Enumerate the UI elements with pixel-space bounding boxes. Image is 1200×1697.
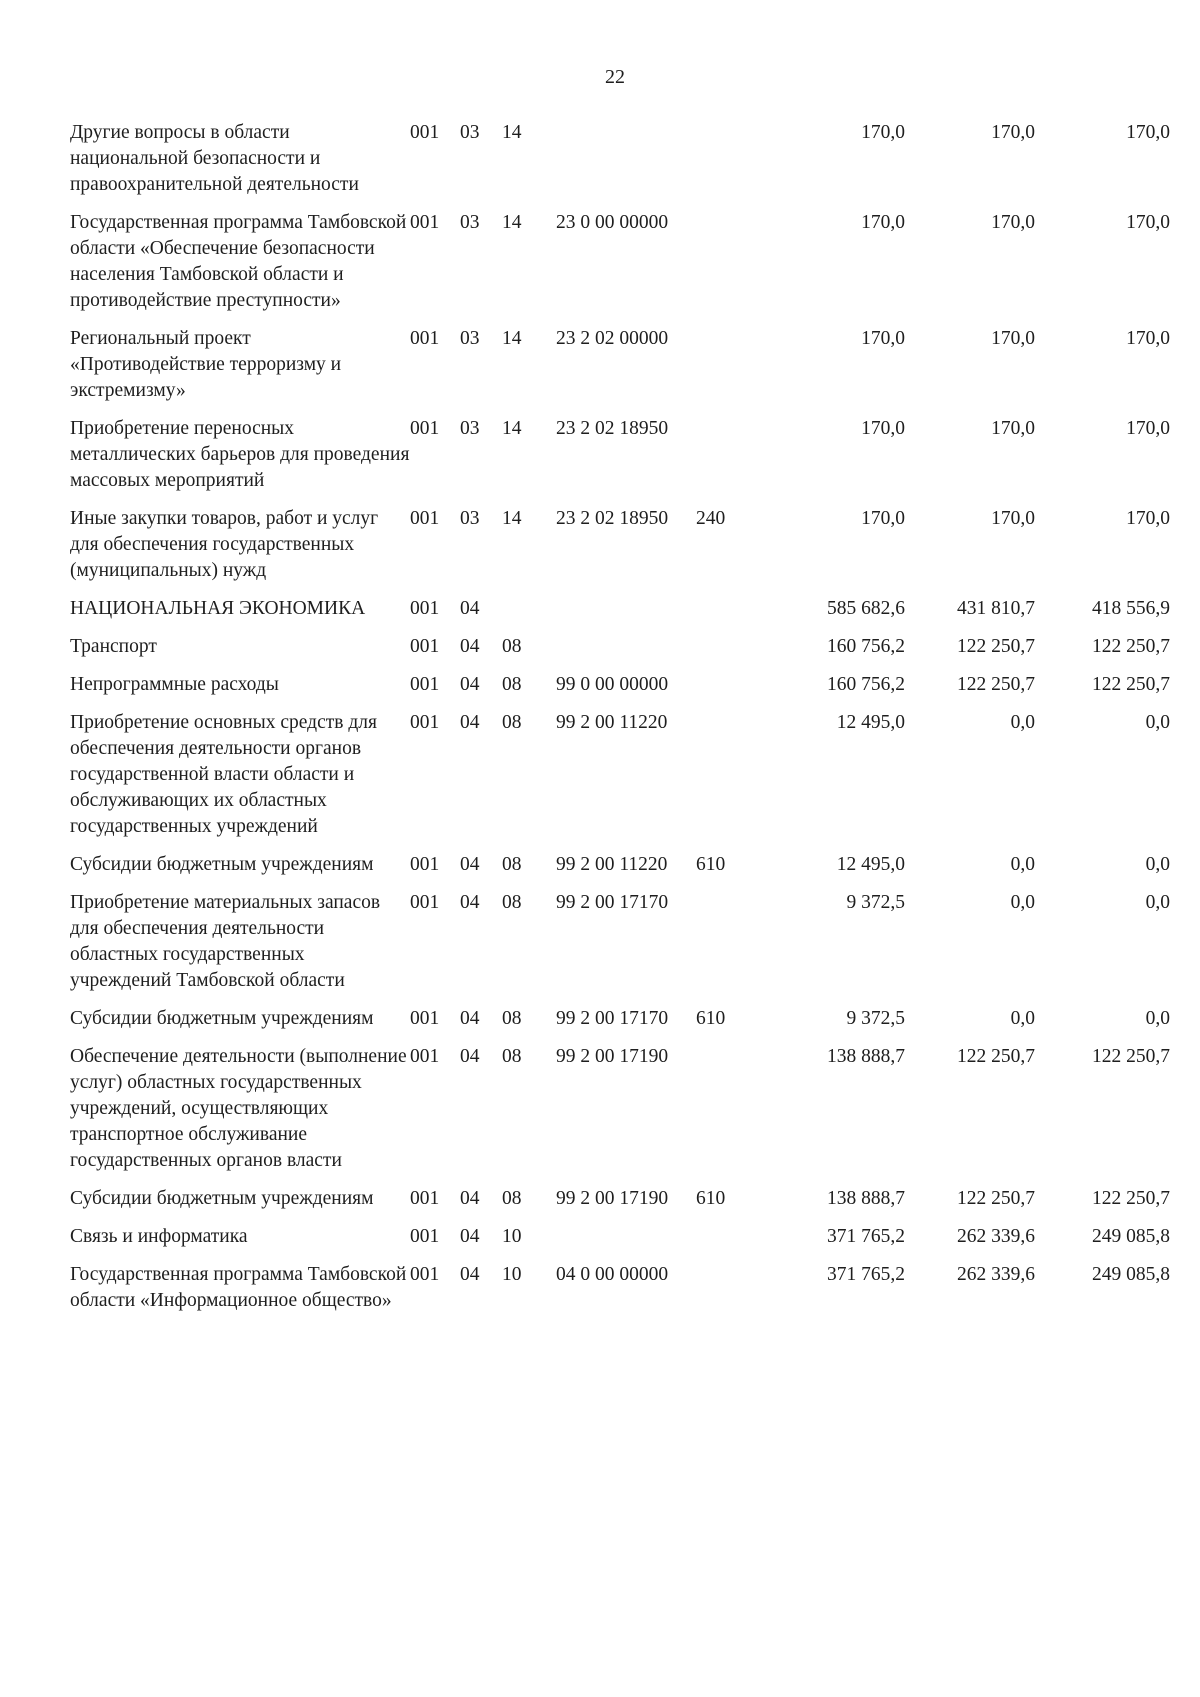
ministry-code: 001 bbox=[410, 1046, 440, 1067]
section-code: 04 bbox=[460, 1046, 480, 1067]
ministry-code: 001 bbox=[410, 1226, 440, 1247]
amount-year-2: 170,0 bbox=[991, 328, 1035, 349]
target-article-code: 99 0 00 00000 bbox=[556, 674, 669, 695]
table-row bbox=[70, 998, 1170, 1036]
expense-type-code bbox=[696, 702, 770, 844]
expense-type-code: 610 bbox=[696, 854, 726, 875]
target-article-code: 23 2 02 18950 bbox=[556, 418, 669, 439]
amount-year-2: 0,0 bbox=[1010, 892, 1035, 913]
expense-name: Субсидии бюджетным учреждениям bbox=[70, 1008, 374, 1029]
amount-year-2: 122 250,7 bbox=[957, 1188, 1035, 1209]
amount-year-3: 122 250,7 bbox=[1092, 636, 1170, 657]
target-article-code: 04 0 00 00000 bbox=[556, 1264, 669, 1285]
target-article-code: 99 2 00 17170 bbox=[556, 892, 669, 913]
expense-type-code bbox=[696, 588, 770, 626]
expense-type-code: 240 bbox=[696, 508, 726, 529]
subsection-code: 08 bbox=[502, 1188, 522, 1209]
amount-year-3: 249 085,8 bbox=[1092, 1226, 1170, 1247]
amount-year-3: 170,0 bbox=[1126, 328, 1170, 349]
expense-type-code bbox=[696, 882, 770, 998]
target-article-code bbox=[556, 626, 696, 664]
amount-year-1: 371 765,2 bbox=[827, 1226, 905, 1247]
target-article-code: 99 2 00 11220 bbox=[556, 854, 668, 875]
ministry-code: 001 bbox=[410, 892, 440, 913]
amount-year-1: 170,0 bbox=[861, 212, 905, 233]
amount-year-2: 0,0 bbox=[1010, 854, 1035, 875]
expense-name: Государственная программа Тамбовской области «Информационное общество» bbox=[70, 1264, 407, 1311]
expense-name: Субсидии бюджетным учреждениям bbox=[70, 1188, 374, 1209]
ministry-code: 001 bbox=[410, 598, 440, 619]
table-body bbox=[70, 120, 1170, 1318]
subsection-code: 08 bbox=[502, 1008, 522, 1029]
ministry-code: 001 bbox=[410, 1188, 440, 1209]
expense-name: Приобретение материальных запасов для обеспечения деятельности областных государственных учреждений Тамбовской области bbox=[70, 892, 381, 991]
section-code: 04 bbox=[460, 1008, 480, 1029]
amount-year-2: 122 250,7 bbox=[957, 636, 1035, 657]
table-row bbox=[70, 1036, 1170, 1178]
expense-name: НАЦИОНАЛЬНАЯ ЭКОНОМИКА bbox=[70, 598, 366, 619]
section-code: 04 bbox=[460, 712, 480, 733]
amount-year-3: 170,0 bbox=[1126, 418, 1170, 439]
subsection-code: 08 bbox=[502, 854, 522, 875]
expense-type-code bbox=[696, 664, 770, 702]
amount-year-1: 170,0 bbox=[861, 122, 905, 143]
table-row bbox=[70, 882, 1170, 998]
target-article-code bbox=[556, 120, 696, 202]
amount-year-3: 122 250,7 bbox=[1092, 674, 1170, 695]
subsection-code bbox=[502, 588, 556, 626]
amount-year-2: 262 339,6 bbox=[957, 1264, 1035, 1285]
amount-year-3: 170,0 bbox=[1126, 212, 1170, 233]
table-row bbox=[70, 202, 1170, 318]
amount-year-3: 0,0 bbox=[1145, 712, 1170, 733]
ministry-code: 001 bbox=[410, 636, 440, 657]
table-row bbox=[70, 664, 1170, 702]
amount-year-1: 160 756,2 bbox=[827, 674, 905, 695]
ministry-code: 001 bbox=[410, 328, 440, 349]
subsection-code: 14 bbox=[502, 328, 522, 349]
amount-year-2: 170,0 bbox=[991, 418, 1035, 439]
amount-year-1: 170,0 bbox=[861, 508, 905, 529]
amount-year-1: 170,0 bbox=[861, 418, 905, 439]
expense-name: Непрограммные расходы bbox=[70, 674, 279, 695]
table-row bbox=[70, 626, 1170, 664]
page-number: 22 bbox=[605, 66, 625, 88]
ministry-code: 001 bbox=[410, 674, 440, 695]
subsection-code: 08 bbox=[502, 674, 522, 695]
ministry-code: 001 bbox=[410, 122, 440, 143]
expense-type-code bbox=[696, 120, 770, 202]
ministry-code: 001 bbox=[410, 854, 440, 875]
amount-year-1: 138 888,7 bbox=[827, 1046, 905, 1067]
ministry-code: 001 bbox=[410, 418, 440, 439]
expense-name: Обеспечение деятельности (выполнение услуг) областных государственных учреждений, осуществляющих транспортное обслуживание государственных органов власти bbox=[70, 1046, 407, 1171]
section-code: 03 bbox=[460, 328, 480, 349]
expense-name: Другие вопросы в области национальной безопасности и правоохранительной деятельности bbox=[70, 122, 359, 195]
amount-year-3: 170,0 bbox=[1126, 122, 1170, 143]
section-code: 03 bbox=[460, 122, 480, 143]
ministry-code: 001 bbox=[410, 1008, 440, 1029]
section-code: 04 bbox=[460, 1264, 480, 1285]
expense-type-code bbox=[696, 318, 770, 408]
amount-year-1: 371 765,2 bbox=[827, 1264, 905, 1285]
expense-type-code bbox=[696, 1036, 770, 1178]
expense-type-code bbox=[696, 1216, 770, 1254]
amount-year-1: 12 495,0 bbox=[836, 712, 905, 733]
amount-year-3: 122 250,7 bbox=[1092, 1046, 1170, 1067]
expense-name: Государственная программа Тамбовской области «Обеспечение безопасности населения Тамбовской области и противодействие преступности» bbox=[70, 212, 407, 311]
table-row bbox=[70, 318, 1170, 408]
table-row bbox=[70, 1254, 1170, 1318]
expense-type-code bbox=[696, 1254, 770, 1318]
ministry-code: 001 bbox=[410, 1264, 440, 1285]
table-row bbox=[70, 408, 1170, 498]
subsection-code: 10 bbox=[502, 1264, 522, 1285]
expense-type-code bbox=[696, 626, 770, 664]
section-code: 03 bbox=[460, 212, 480, 233]
amount-year-1: 12 495,0 bbox=[836, 854, 905, 875]
table-row bbox=[70, 588, 1170, 626]
section-code: 04 bbox=[460, 892, 480, 913]
subsection-code: 08 bbox=[502, 892, 522, 913]
subsection-code: 14 bbox=[502, 508, 522, 529]
table-row bbox=[70, 1216, 1170, 1254]
amount-year-1: 160 756,2 bbox=[827, 636, 905, 657]
ministry-code: 001 bbox=[410, 508, 440, 529]
target-article-code bbox=[556, 588, 696, 626]
subsection-code: 14 bbox=[502, 418, 522, 439]
expense-name: Иные закупки товаров, работ и услуг для обеспечения государственных (муниципальных) нужд bbox=[70, 508, 379, 581]
section-code: 03 bbox=[460, 418, 480, 439]
budget-table bbox=[70, 120, 1170, 1318]
amount-year-1: 170,0 bbox=[861, 328, 905, 349]
amount-year-2: 122 250,7 bbox=[957, 674, 1035, 695]
amount-year-3: 0,0 bbox=[1145, 1008, 1170, 1029]
expense-name: Связь и информатика bbox=[70, 1226, 248, 1247]
amount-year-2: 170,0 bbox=[991, 508, 1035, 529]
amount-year-1: 585 682,6 bbox=[827, 598, 905, 619]
section-code: 04 bbox=[460, 674, 480, 695]
amount-year-2: 262 339,6 bbox=[957, 1226, 1035, 1247]
section-code: 03 bbox=[460, 508, 480, 529]
target-article-code: 99 2 00 17190 bbox=[556, 1188, 669, 1209]
table-row bbox=[70, 844, 1170, 882]
section-code: 04 bbox=[460, 1226, 480, 1247]
amount-year-2: 0,0 bbox=[1010, 712, 1035, 733]
expense-type-code bbox=[696, 408, 770, 498]
amount-year-3: 122 250,7 bbox=[1092, 1188, 1170, 1209]
expense-name: Приобретение переносных металлических барьеров для проведения массовых мероприятий bbox=[70, 418, 410, 491]
expense-name: Транспорт bbox=[70, 636, 157, 657]
target-article-code: 23 2 02 00000 bbox=[556, 328, 669, 349]
section-code: 04 bbox=[460, 598, 480, 619]
section-code: 04 bbox=[460, 1188, 480, 1209]
subsection-code: 10 bbox=[502, 1226, 522, 1247]
subsection-code: 08 bbox=[502, 636, 522, 657]
amount-year-1: 9 372,5 bbox=[846, 1008, 905, 1029]
section-code: 04 bbox=[460, 636, 480, 657]
expense-name: Региональный проект «Противодействие терроризму и экстремизму» bbox=[70, 328, 342, 401]
amount-year-1: 138 888,7 bbox=[827, 1188, 905, 1209]
amount-year-2: 170,0 bbox=[991, 122, 1035, 143]
subsection-code: 08 bbox=[502, 712, 522, 733]
target-article-code: 23 0 00 00000 bbox=[556, 212, 669, 233]
table-row bbox=[70, 1178, 1170, 1216]
amount-year-3: 0,0 bbox=[1145, 854, 1170, 875]
target-article-code: 23 2 02 18950 bbox=[556, 508, 669, 529]
amount-year-3: 170,0 bbox=[1126, 508, 1170, 529]
ministry-code: 001 bbox=[410, 712, 440, 733]
amount-year-1: 9 372,5 bbox=[846, 892, 905, 913]
expense-name: Субсидии бюджетным учреждениям bbox=[70, 854, 374, 875]
amount-year-2: 0,0 bbox=[1010, 1008, 1035, 1029]
subsection-code: 14 bbox=[502, 122, 522, 143]
amount-year-3: 249 085,8 bbox=[1092, 1264, 1170, 1285]
subsection-code: 14 bbox=[502, 212, 522, 233]
expense-type-code bbox=[696, 202, 770, 318]
amount-year-3: 418 556,9 bbox=[1092, 598, 1170, 619]
ministry-code: 001 bbox=[410, 212, 440, 233]
amount-year-2: 431 810,7 bbox=[957, 598, 1035, 619]
table-row bbox=[70, 120, 1170, 202]
target-article-code bbox=[556, 1216, 696, 1254]
target-article-code: 99 2 00 11220 bbox=[556, 712, 668, 733]
table-row bbox=[70, 498, 1170, 588]
amount-year-3: 0,0 bbox=[1145, 892, 1170, 913]
amount-year-2: 170,0 bbox=[991, 212, 1035, 233]
expense-type-code: 610 bbox=[696, 1008, 726, 1029]
subsection-code: 08 bbox=[502, 1046, 522, 1067]
section-code: 04 bbox=[460, 854, 480, 875]
table-row bbox=[70, 702, 1170, 844]
amount-year-2: 122 250,7 bbox=[957, 1046, 1035, 1067]
expense-name: Приобретение основных средств для обеспечения деятельности органов государственной власти области и обслуживающих их областных государственных учреждений bbox=[70, 712, 377, 837]
expense-type-code: 610 bbox=[696, 1188, 726, 1209]
target-article-code: 99 2 00 17170 bbox=[556, 1008, 669, 1029]
target-article-code: 99 2 00 17190 bbox=[556, 1046, 669, 1067]
